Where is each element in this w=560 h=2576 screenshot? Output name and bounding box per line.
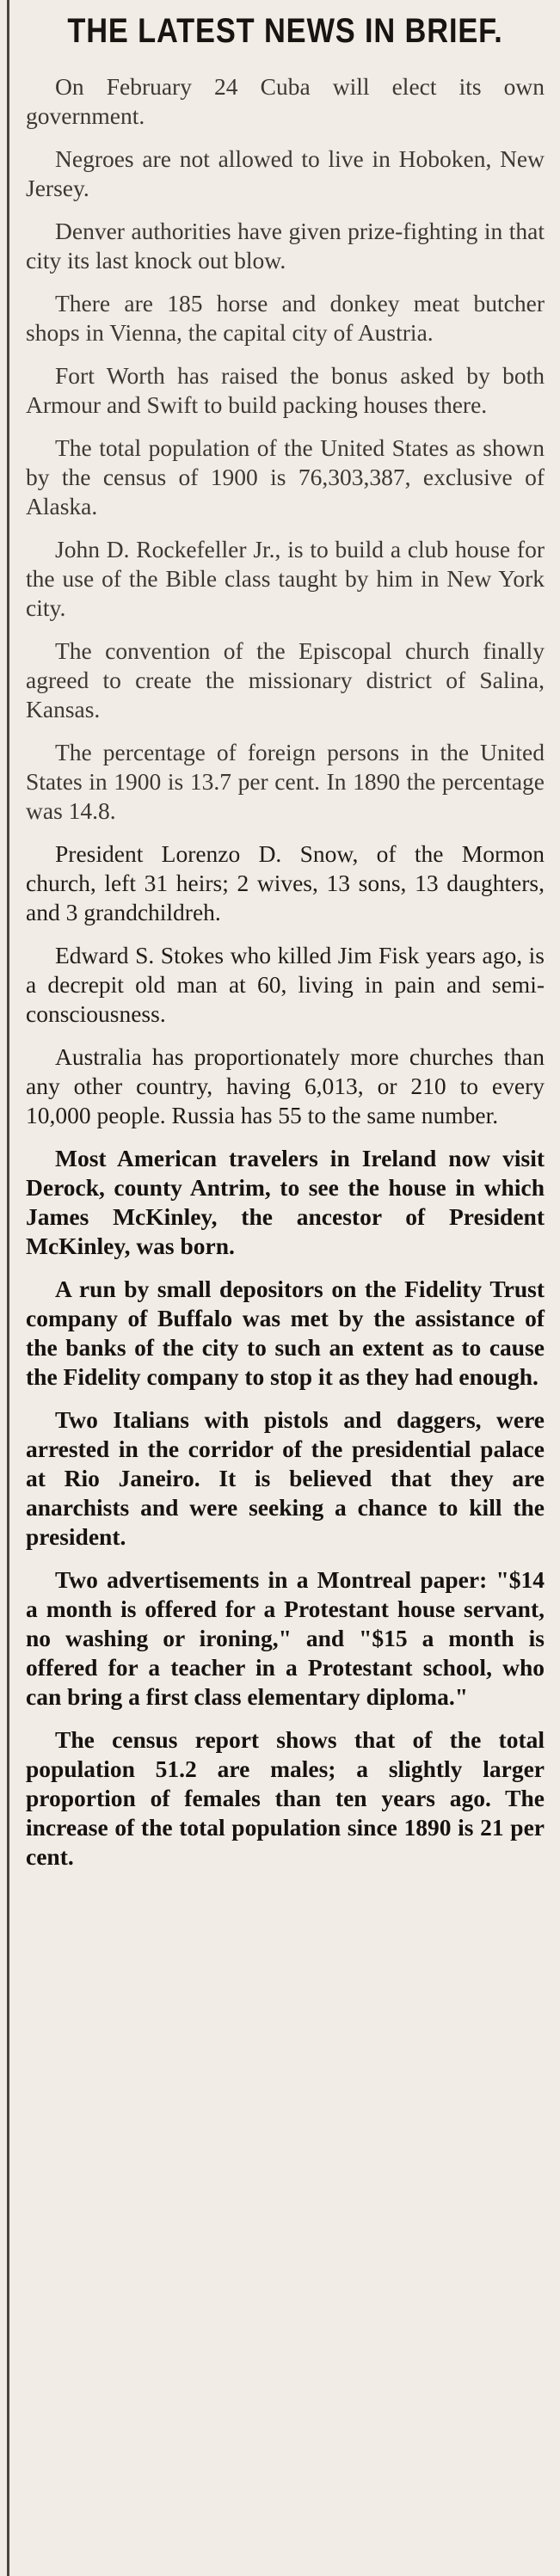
news-item-montreal: Two advertisements in a Montreal paper: "$14 a month is offered for a Protestant house servant, no washing or ironing," and "$15 a month is offered for a teacher in a Protestant school, who can bring a first class elementary diploma." [26,1566,545,1710]
news-item-episcopal: The convention of the Episcopal church finally agreed to create the missionary district of Salina, Kansas. [26,637,545,722]
news-item-fidelity: A run by small depositors on the Fidelity Trust company of Buffalo was met by the assistance of the banks of the city to such an extent as to cause the Fidelity company to stop it as they had enough. [26,1276,545,1390]
news-item-snow: President Lorenzo D. Snow, of the Mormon church, left 31 heirs; 2 wives, 13 sons, 13 daughters, and 3 grandchildreh. [26,840,545,925]
headline: THE LATEST NEWS IN BRIEF. [67,12,503,50]
news-item-denver: Denver authorities have given prize-fighting in that city its last knock out blow. [26,218,545,274]
news-item-cuba: On February 24 Cuba will elect its own government. [26,73,545,129]
news-item-rockefeller: John D. Rockefeller Jr., is to build a club house for the use of the Bible class taught by him in New York city. [26,536,545,621]
news-item-census-report: The census report shows that of the total population 51.2 are males; a slightly larger proportion of females than ten years ago. The increase of the total population since 1890 is 21 per cent. [26,1726,545,1870]
news-item-mckinley: Most American travelers in Ireland now visit Derock, county Antrim, to see the house in which James McKinley, the ancestor of President McKinley, was born. [26,1145,545,1259]
news-item-vienna: There are 185 horse and donkey meat butcher shops in Vienna, the capital city of Austria. [26,290,545,346]
news-item-census-1900: The total population of the United States as shown by the census of 1900 is 76,303,387, exclusive of Alaska. [26,434,545,520]
news-item-hoboken: Negroes are not allowed to live in Hoboken, New Jersey. [26,145,545,201]
news-item-fort-worth: Fort Worth has raised the bonus asked by both Armour and Swift to build packing houses there. [26,362,545,418]
news-item-australia: Australia has proportionately more churches than any other country, having 6,013, or 210 to every 10,000 people. Russia has 55 to the same number. [26,1043,545,1128]
column-rule [7,0,9,2576]
news-item-foreign-persons: The percentage of foreign persons in the United States in 1900 is 13.7 per cent. In 1890 the percentage was 14.8. [26,739,545,824]
news-item-rio: Two Italians with pistols and daggers, were arrested in the corridor of the presidential palace at Rio Janeiro. It is believed that they are anarchists and were seeking a chance to kill the president. [26,1406,545,1550]
news-item-stokes: Edward S. Stokes who killed Jim Fisk years ago, is a decrepit old man at 60, living in pain and semi-consciousness. [26,942,545,1027]
